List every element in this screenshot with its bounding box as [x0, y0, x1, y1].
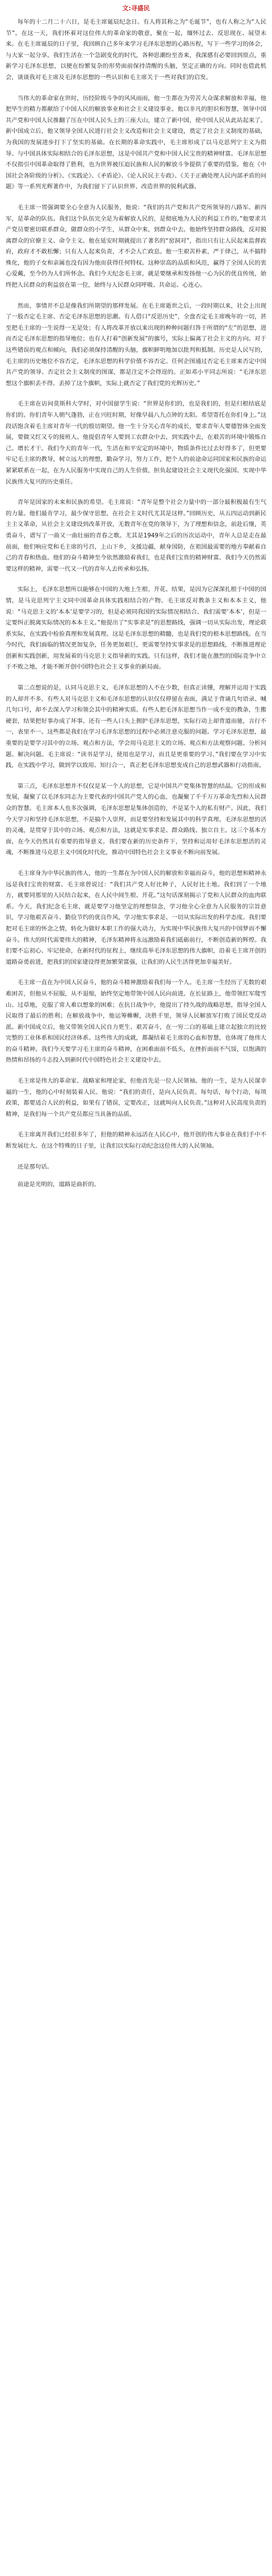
article-paragraph: 毛主席一贯强调要全心全意为人民服务，他说：“我们的共产党和共产党所领导的八路军、新四军，是革命的队伍。我们这个队伍完全是为着解放人民的，是彻底地为人民的利益工作的。”他要求共产党员要密切联系群众，做群众的小学生，从群众中来，到群众中去。他始终坚持群众路线，反对脱离群众的官僚主义、命令主义。他在延安时期就提出了著名的“窑洞对”，指出只有让人民起来监督政府，政府才不敢松懈；只有人人起来负责，才不会人亡政息。他一生艰苦朴素，严于律己，从不搞特殊化，他的子女和亲属也没有因为他而获得任何特权。这种崇高的品质和风范，赢得了全国人民的衷心爱戴，至今仍为人们所怀念。我们今天纪念毛主席，就是要继承和发扬他一心为民的优良传统，始终把人民群众的利益放在第一位，始终与人民群众同呼吸、共命运、心连心。 — [6, 204, 266, 289]
article-paragraph: 然而，事情并不总是像我们所期望的那样发展。在毛主席逝世之后，一段时期以来，社会上出现了一股否定毛主席、否定毛泽东思想的思潮。有人借口“反思历史”，全盘否定毛主席晚年的一切，甚至把毛主席的一生说得一无是处；有人将改革开放以来出现的种种问题归咎于所谓的“左”的思想，进而否定毛泽东思想的指导地位；也有人打着“创新发展”的旗号，实际上偏离了社会主义的方向。对于这些错误的观点和倾向，我们必须保持清醒的头脑，旗帜鲜明地加以批判和抵制。历史是人民写的，毛主席的历史地位不容否定，毛泽东思想的科学价值不容否定。任何企图通过否定毛主席来否定中国共产党的领导、否定社会主义制度的图谋，都是注定不会得逞的。正如邓小平同志所说：“毛泽东思想这个旗帜丢不得。丢掉了这个旗帜，实际上就否定了我们党的光辉历史。” — [6, 302, 266, 387]
article-paragraph: 毛主席是伟大的革命家、战略家和理论家，但他首先是一位人民领袖。他的一生，是为人民谋幸福的一生，他的心中时刻装着人民。他说：“我们的责任，是向人民负责。每句话，每个行动，每项政策，都要适合人民的利益，如果有了错误，定要改正，这就叫向人民负责。”这种对人民高度负责的精神，是我们每一个共产党员都应当具备的品质。 — [6, 1078, 266, 1118]
article-paragraph: 毛主席身为中华民族的伟人，他的一生都在为中国人民的解放和幸福而奋斗，他的思想和精神永远是我们宝贵的财富。毛主席曾说过：“我们共产党人好比种子，人民好比土地。我们到了一个地方，就要同那里的人民结合起来，在人民中间生根、开花。”这句话深刻揭示了党和人民群众的血肉联系。今天，我们纪念毛主席，就是要学习他坚定的理想信念，学习他全心全意为人民服务的宗旨意识，学习他艰苦奋斗、勤俭节约的优良作风，学习他实事求是、一切从实际出发的科学态度。我们要把对毛主席的怀念之情，转化为做好本职工作的强大动力，为实现中华民族伟大复兴的中国梦而不懈奋斗。伟大的时代需要伟大的精神，毛泽东精神将永远激励着我们砥砺前行，不断创造新的辉煌。我们要不忘初心、牢记使命，在新时代的征程上，继续高举毛泽东思想的伟大旗帜，沿着毛主席开创的道路奋勇前进，把我们的国家建设得更加繁荣富强，让我们的人民生活得更加幸福美好。 — [6, 869, 266, 966]
article-paragraph: 毛主席离开我们已经很多年了，但他的精神永远活在人民心中，他开创的伟大事业在我们手中不断发展壮大。在这个特殊的日子里，让我们以实际行动纪念这位伟大的人民领袖。 — [6, 1131, 266, 1150]
article-paragraph: 毛主席在访问莫斯科大学时，对中国留学生说：“世界是你们的，也是我们的，但是归根结底是你们的。你们青年人朝气蓬勃，正在兴旺时期，好像早晨八九点钟的太阳。希望寄托在你们身上。”这段话饱含着毛主席对青年一代的殷切期望。他一生十分关心青年的成长，要求青年人要德智体全面发展，要做又红又专的接班人。他提倡青年人要到工农群众中去，到实践中去，在艰苦的环境中锻炼自己、增长才干。我们今天的青年一代，生活在和平安定的环境中，物质条件比过去好得多了，但更要牢记毛主席的教导，树立远大的理想，勤奋学习，努力工作，把个人的前途命运同国家和民族的命运紧紧联系在一起，在为人民服务中实现自己的人生价值，担负起建设社会主义现代化强国、实现中华民族伟大复兴的历史重任。 — [6, 400, 266, 485]
article-author-title: 文:寻盛民 — [122, 5, 150, 12]
article-paragraph: 第三点，毛泽东思想并不仅仅是某一个人的思想，它是中国共产党集体智慧的结晶。它的形成和发展，凝聚了以毛泽东同志为主要代表的中国共产党人的心血，也凝聚了千千万万革命先烈和人民群众的智慧。毛主席本人也多次强调，毛泽东思想是集体创造的，不是某个人的私有财产。因此，我们今天学习和坚持毛泽东思想，不是搞个人崇拜，而是要坚持和发展其中的科学真理。毛泽东思想的活的灵魂，是贯穿于其中的立场、观点和方法，这就是实事求是、群众路线、独立自主。这三个基本方面，在今天仍然具有重要的指导意义。我们要在新的历史条件下，坚持和运用好毛泽东思想活的灵魂，不断推进马克思主义中国化时代化，推动中国特色社会主义事业不断向前发展。 — [6, 782, 266, 856]
article-paragraph: 每年的十二月二十六日，是毛主席诞辰纪念日。有人将其称之为“毛诞节”，也有人称之为“人民节”。在这一天，我们怀着对这位伟大的革命家的敬意，聚在一起，缅怀过去、反思现在、展望未来。在毛主席诞辰的日子里，我回顾自己多年来学习毛泽东思想的心路历程，写下一些学习的体会，与大家一起分享。我们生活在一个急剧变化的时代，各种思潮纷至沓来，我深感有必要回到原点，重新学习毛泽东思想，以便在纷繁复杂的形势面前保持清醒的头脑，坚定正确的方向。同时也借此机会，谈谈我对毛主席及毛泽东思想的一些认识和毛主席关于一些对我们的启发。 — [6, 19, 266, 81]
article-paragraph: 实际上，毛泽东思想所以能够在中国的大地上生根、开花、结果，是因为它深深扎根于中国的国情，是马克思列宁主义同中国革命具体实践相结合的产物。毛主席反对教条主义和本本主义，他说：“马克思主义的‘本本’是要学习的，但是必须同我国的实际情况相结合。我们需要‘本本’，但是一定要纠正脱离实际情况的本本主义。”他提出了“实事求是”的思想路线，强调一切从实际出发，理论联系实际，在实践中检验真理和发展真理。这是毛泽东思想的精髓，也是我们党的根本思想路线。在当今时代，我们面临的情况更加复杂，任务更加艰巨，更需要坚持实事求是的思想路线，不断推进理论创新和实践创新，用发展着的马克思主义指导新的实践。只有这样，我们才能在激烈的国际竞争中立于不败之地，才能不断开创中国特色社会主义事业的新局面。 — [6, 586, 266, 671]
article-paragraph: 毛主席一直在为中国人民奋斗，他的奋斗精神激励着我们每一个人。毛主席一生经历了无数的艰难困苦，但他从不屈服，从不退缩，始终坚定地带领中国人民向前进。在长征路上，他带领红军爬雪山、过草地，克服了常人难以想象的困难；在抗日战争中，他提出了持久战的战略思想，指导全国人民取得了最后的胜利；在解放战争中，他运筹帷幄，决胜千里，领导人民解放军打败了国民党反动派。新中国成立后，他又带领全国人民自力更生、艰苦奋斗，在一穷二白的基础上建立起独立的比较完整的工业体系和国民经济体系。这些伟大的成就，都凝结着毛主席的心血和智慧，也体现了他伟大的奋斗精神。我们今天要学习毛主席的奋斗精神，在困难面前不低头，在挫折面前不气馁，以饱满的热情和昂扬的斗志投入到新时代中国特色社会主义建设中去。 — [6, 979, 266, 1064]
article-paragraph: 第二点想说的是，认同马克思主义，毛泽东思想的人不在少数，但真正读懂，理解并运用于实践的人却并不多。有些人对马克思主义和毛泽东思想的认识仅仅停留在表面，满足于背诵几句语录、喊几句口号，却不去深入学习和领会其中的精神实质。有些人把毛泽东思想当作一成不变的教条，生搬硬套，结果把好事办成了坏事。还有一些人口头上拥护毛泽东思想，实际行动上却背道而驰，言行不一，表里不一。这些都是我们在学习毛泽东思想的过程中必须注意克服的问题。学习毛泽东思想，最重要的是要学习其中的立场、观点和方法，学会用马克思主义的立场、观点和方法观察问题、分析问题、解决问题。毛主席说：“读书是学习，使用也是学习，而且是更重要的学习。”我们要在学习中实践，在实践中学习，做到学以致用、知行合一，真正把毛泽东思想变成自己的思想武器和行动指南。 — [6, 684, 266, 769]
article-paragraph: 还是那句话。 — [17, 1163, 53, 1170]
article-paragraph: 青年是国家的未来和民族的希望。毛主席说：“青年是整个社会力量中的一部分最积极最有生气的力量。他们最肯学习，最少保守思想，在社会主义时代尤其是这样。”回顾历史，从五四运动到新民主主义革命，从社会主义建设到改革开放，无数青年在党的领导下，为了理想和信念，前赴后继，英勇奋斗，谱写了一曲又一曲壮丽的青春之歌。尤其是1949年之后的历次运动中，青年人总是走在最前面，他们响应党和毛主席的号召，上山下乡，支援边疆，献身国防，在祖国最需要的地方奉献着自己的青春和热血。他们的奋斗精神至今依然激励着我们，也是我们宝贵的精神财富。我们今天仍然需要这样的精神，需要一代又一代的青年人去传承和弘扬。 — [6, 499, 266, 572]
article-closing-line: 前途是光明的，道路是曲折的。 — [17, 1181, 100, 1188]
article-paragraph: 当伟大的革命家在世时，历经阶级斗争的风风雨雨，他一生都在为劳苦大众谋求解放和幸福，他把毕生的精力都献给了中国人民的解放事业和社会主义建设事业。他以非凡的胆识和智慧，领导中国共产党和中国人民推翻了压在中国人民头上的三座大山，建立了新中国，使中国人民从此站起来了。新中国成立后，他又领导全国人民进行社会主义改造和社会主义建设，奠定了社会主义制度的基础，为我国的发展进步打下了坚实的基础。在长期的革命实践中，毛主席形成了以马克思列宁主义为指导、与中国具体实际相结合的毛泽东思想，这是中国共产党和中国人民宝贵的精神财富。毛泽东思想不仅指引中国革命取得了胜利，也为世界被压迫民族和人民的解放斗争提供了重要的借鉴。他在《中国社会各阶级的分析》、《实践论》、《矛盾论》、《论人民民主专政》、《关于正确处理人民内部矛盾的问题》等一系列光辉著作中，为我们留下了认识世界、改造世界的锐利武器。 — [6, 94, 266, 191]
